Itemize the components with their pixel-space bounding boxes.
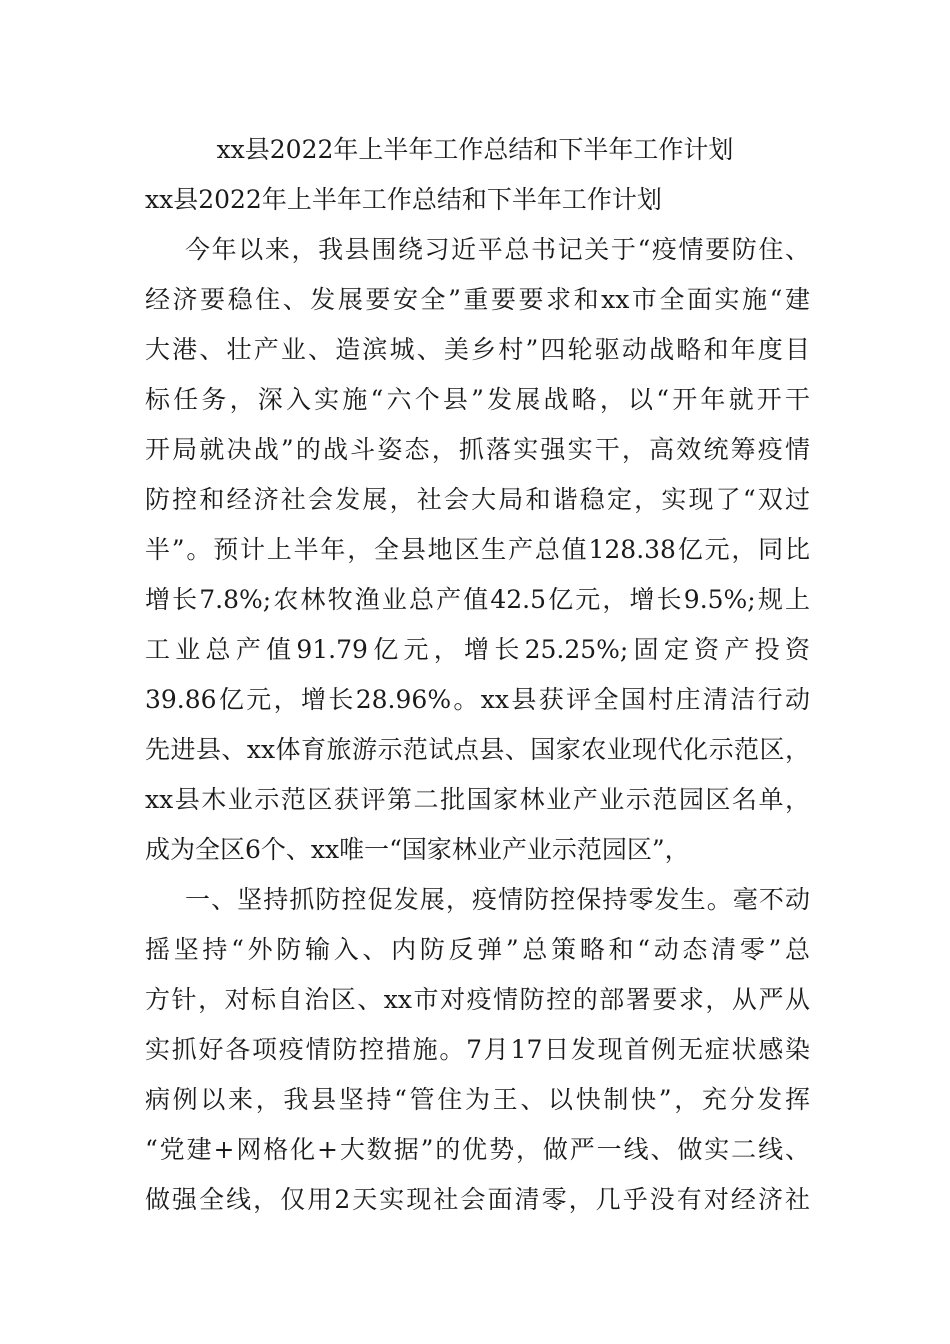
paragraph-1-line: 今年以来，我县围绕习近平总书记关于“疫情要防住、 <box>185 235 810 264</box>
paragraph-1-line: 大港、壮产业、造滨城、美乡村”四轮驱动战略和年度目 <box>145 335 810 364</box>
paragraph-1-line: 开局就决战”的战斗姿态，抓落实强实干，高效统筹疫情 <box>145 435 810 464</box>
paragraph-1-line: 先进县、xx体育旅游示范试点县、国家农业现代化示范区， <box>145 735 810 764</box>
paragraph-2-line: 实抓好各项疫情防控措施。7月17日发现首例无症状感染 <box>145 1035 810 1064</box>
paragraph-1-line: 经济要稳住、发展要安全”重要要求和xx市全面实施“建 <box>145 285 810 314</box>
paragraph-1-line: 防控和经济社会发展，社会大局和谐稳定，实现了“双过 <box>145 485 810 514</box>
paragraph-2-line: 方针，对标自治区、xx市对疫情防控的部署要求，从严从 <box>145 985 810 1014</box>
paragraph-2-line: 一、坚持抓防控促发展，疫情防控保持零发生。毫不动 <box>185 885 810 914</box>
paragraph-1-line: 39.86亿元，增长28.96%。xx县获评全国村庄清洁行动 <box>145 685 810 714</box>
paragraph-1-line: xx县木业示范区获评第二批国家林业产业示范园区名单， <box>145 785 810 814</box>
paragraph-1-line: 半”。预计上半年，全县地区生产总值128.38亿元，同比 <box>145 535 810 564</box>
paragraph-1-line: 增长7.8%;农林牧渔业总产值42.5亿元，增长9.5%;规上 <box>145 585 810 614</box>
paragraph-2-line: 病例以来，我县坚持“管住为王、以快制快”，充分发挥 <box>145 1085 810 1114</box>
paragraph-1-line: 工业总产值91.79亿元，增长25.25%;固定资产投资 <box>145 635 810 664</box>
document-subtitle: xx县2022年上半年工作总结和下半年工作计划 <box>145 185 662 214</box>
paragraph-1-line: 标任务，深入实施“六个县”发展战略，以“开年就开干 <box>145 385 810 414</box>
paragraph-2-line: 摇坚持“外防输入、内防反弹”总策略和“动态清零”总 <box>145 935 810 964</box>
document-title: xx县2022年上半年工作总结和下半年工作计划 <box>216 135 734 164</box>
paragraph-2-line: 做强全线，仅用2天实现社会面清零，几乎没有对经济社 <box>145 1185 810 1214</box>
paragraph-1-line: 成为全区6个、xx唯一“国家林业产业示范园区”， <box>145 835 690 864</box>
paragraph-2-line: “党建+网格化+大数据”的优势，做严一线、做实二线、 <box>145 1135 810 1164</box>
